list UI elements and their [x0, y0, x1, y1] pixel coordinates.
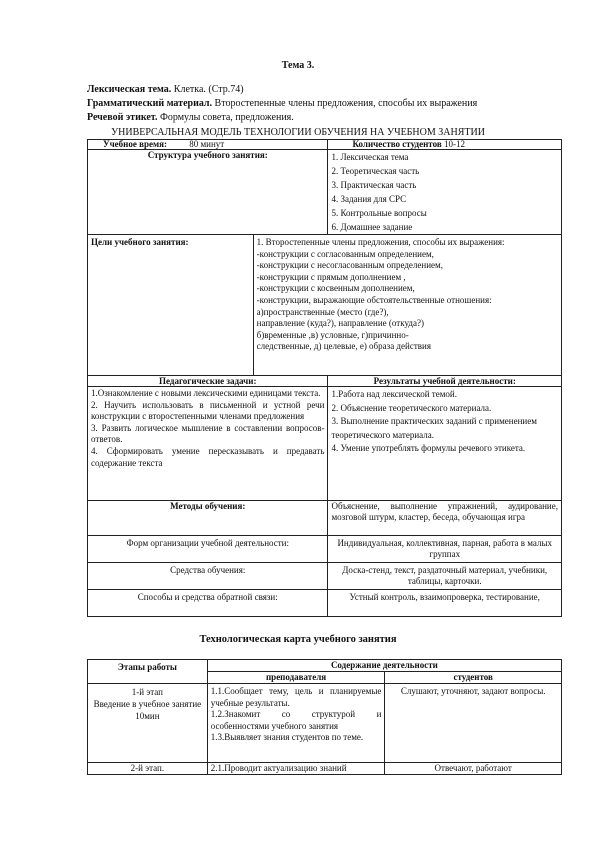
tasks-list — [88, 387, 328, 501]
lexical-topic-line — [87, 84, 244, 95]
stage-cell: 1-й этап Введение в учебное занятие 10мин — [88, 684, 208, 763]
structure-item: 4. Задания для СРС — [331, 194, 407, 204]
feedback-label: Способы и средства обратной связи: — [88, 590, 328, 617]
students-count-label: Количество студентов — [352, 139, 442, 149]
result-item: 4. Умение употреблять формулы речевого этикета. — [331, 443, 526, 454]
means-value: Доска-стенд, текст, раздаточный материал, учебники, таблицы, карточки. — [328, 563, 562, 590]
students-column-header: студентов — [385, 672, 562, 684]
students-count-cell — [328, 140, 562, 150]
feedback-value: Устный контроль, взаимопроверка, тестирование, — [328, 590, 562, 617]
results-list — [328, 387, 562, 501]
time-label: Учебное время: — [103, 139, 167, 149]
structure-label: Структура учебного занятия: — [88, 150, 328, 235]
goals-row — [88, 235, 562, 376]
task-item: 1.Ознакомление с новыми лексическими единицами текста. — [91, 388, 321, 398]
stages-column-header: Этапы работы — [88, 660, 208, 684]
forms-row — [88, 536, 562, 563]
students-activity-cell: Слушают, уточняют, задают вопросы. — [385, 684, 562, 763]
tasks-label: Педагогические задачи: — [88, 376, 328, 387]
tech-map-title: Технологическая карта учебного занятия — [199, 634, 397, 645]
goals-label: Цели учебного занятия: — [88, 235, 254, 376]
page-topic-title: Тема 3. — [281, 60, 315, 71]
grammar-label: Грамматический материал. — [87, 98, 213, 109]
structure-list — [328, 150, 562, 235]
time-cell — [88, 140, 328, 150]
forms-value: Индивидуальная, коллективная, парная, работа в малых группах — [328, 536, 562, 563]
task-item: 3. Развить логическое мышление в составлении вопросов-ответов. — [91, 422, 325, 445]
tech-map-header-row — [88, 660, 562, 672]
structure-item: 1. Лексическая тема — [331, 152, 409, 162]
structure-row — [88, 150, 562, 235]
task-item: 4. Сформировать умение пересказывать и предавать содержание текста — [91, 445, 325, 468]
means-label: Средства обучения: — [88, 563, 328, 590]
structure-item: 3. Практическая часть — [331, 180, 417, 190]
result-item: 3. Выполнение практических заданий с применением теоретического материала. — [331, 416, 537, 440]
methods-value: Объяснение, выполнение упражнений, аудирование, мозговой штурм, кластер, беседа, обучающая игра — [328, 501, 562, 536]
table-row — [88, 763, 562, 775]
structure-item: 5. Контрольные вопросы — [331, 208, 427, 218]
students-activity-cell: Отвечают, работают — [385, 763, 562, 775]
tasks-results-row — [88, 387, 562, 501]
lexical-topic-value: Клетка. (Стр.74) — [171, 84, 244, 95]
model-table — [87, 139, 562, 617]
results-label: Результаты учебной деятельности: — [328, 376, 562, 387]
methods-row — [88, 501, 562, 536]
means-row — [88, 563, 562, 590]
grammar-value: Второстепенные члены предложения, способы их выражения — [212, 98, 478, 109]
teacher-activity-cell: 2.1.Проводит актуализацию знаний — [207, 763, 385, 775]
students-count-value: 10-12 — [443, 139, 465, 149]
time-row — [88, 140, 562, 150]
feedback-row — [88, 590, 562, 617]
teacher-column-header: преподавателя — [207, 672, 385, 684]
goals-text: 1. Второстепенные члены предложения, способы их выражения: -конструкции с согласованным определением, -конструкции с несогласованным определением, -конструкции с прямым дополнением , -конструкции с косвенным дополнением, -конструкции, выражающие обстоятельственные отношения: а)пространственные (место (где?), направление (куда?), направление (откуда?) б)временные ,в) условные, г)причинно- следственные, д) целевые, е) образа действия — [253, 235, 561, 376]
lexical-topic-label: Лексическая тема. — [87, 84, 172, 95]
speech-etiquette-value: Формулы совета, предложения. — [157, 112, 294, 123]
structure-item: 6. Домашнее задание — [331, 222, 413, 232]
model-heading: УНИВЕРСАЛЬНАЯ МОДЕЛЬ ТЕХНОЛОГИИ ОБУЧЕНИЯ НА УЧЕБНОМ ЗАНЯТИИ — [111, 127, 485, 138]
result-item: 1.Работа над лексической темой. — [331, 389, 457, 399]
content-column-header: Содержание деятельности — [207, 660, 561, 672]
tasks-results-header-row — [88, 376, 562, 387]
structure-item: 2. Теоретическая часть — [331, 166, 420, 176]
stage-cell: 2-й этап. — [88, 763, 208, 775]
forms-label: Форм организации учебной деятельности: — [88, 536, 328, 563]
speech-etiquette-line — [87, 112, 294, 123]
result-item: 2. Объяснение теоретического материала. — [331, 402, 492, 413]
tech-map-table — [87, 659, 562, 775]
table-row — [88, 684, 562, 763]
grammar-line — [87, 98, 477, 109]
task-item: 2. Научить использовать в письменной и устной речи конструкции с второстепенными членами предложения — [91, 399, 325, 422]
speech-etiquette-label: Речевой этикет. — [87, 112, 158, 123]
teacher-activity-cell: 1.1.Сообщает тему, цель и планируемые учебные результаты. 1.2.Знакомит со структурой и особенностями учебного занятия 1.3.Выявляет знания студентов по теме. — [207, 684, 385, 763]
time-value: 80 минут — [189, 139, 225, 149]
methods-label: Методы обучения: — [88, 501, 328, 536]
